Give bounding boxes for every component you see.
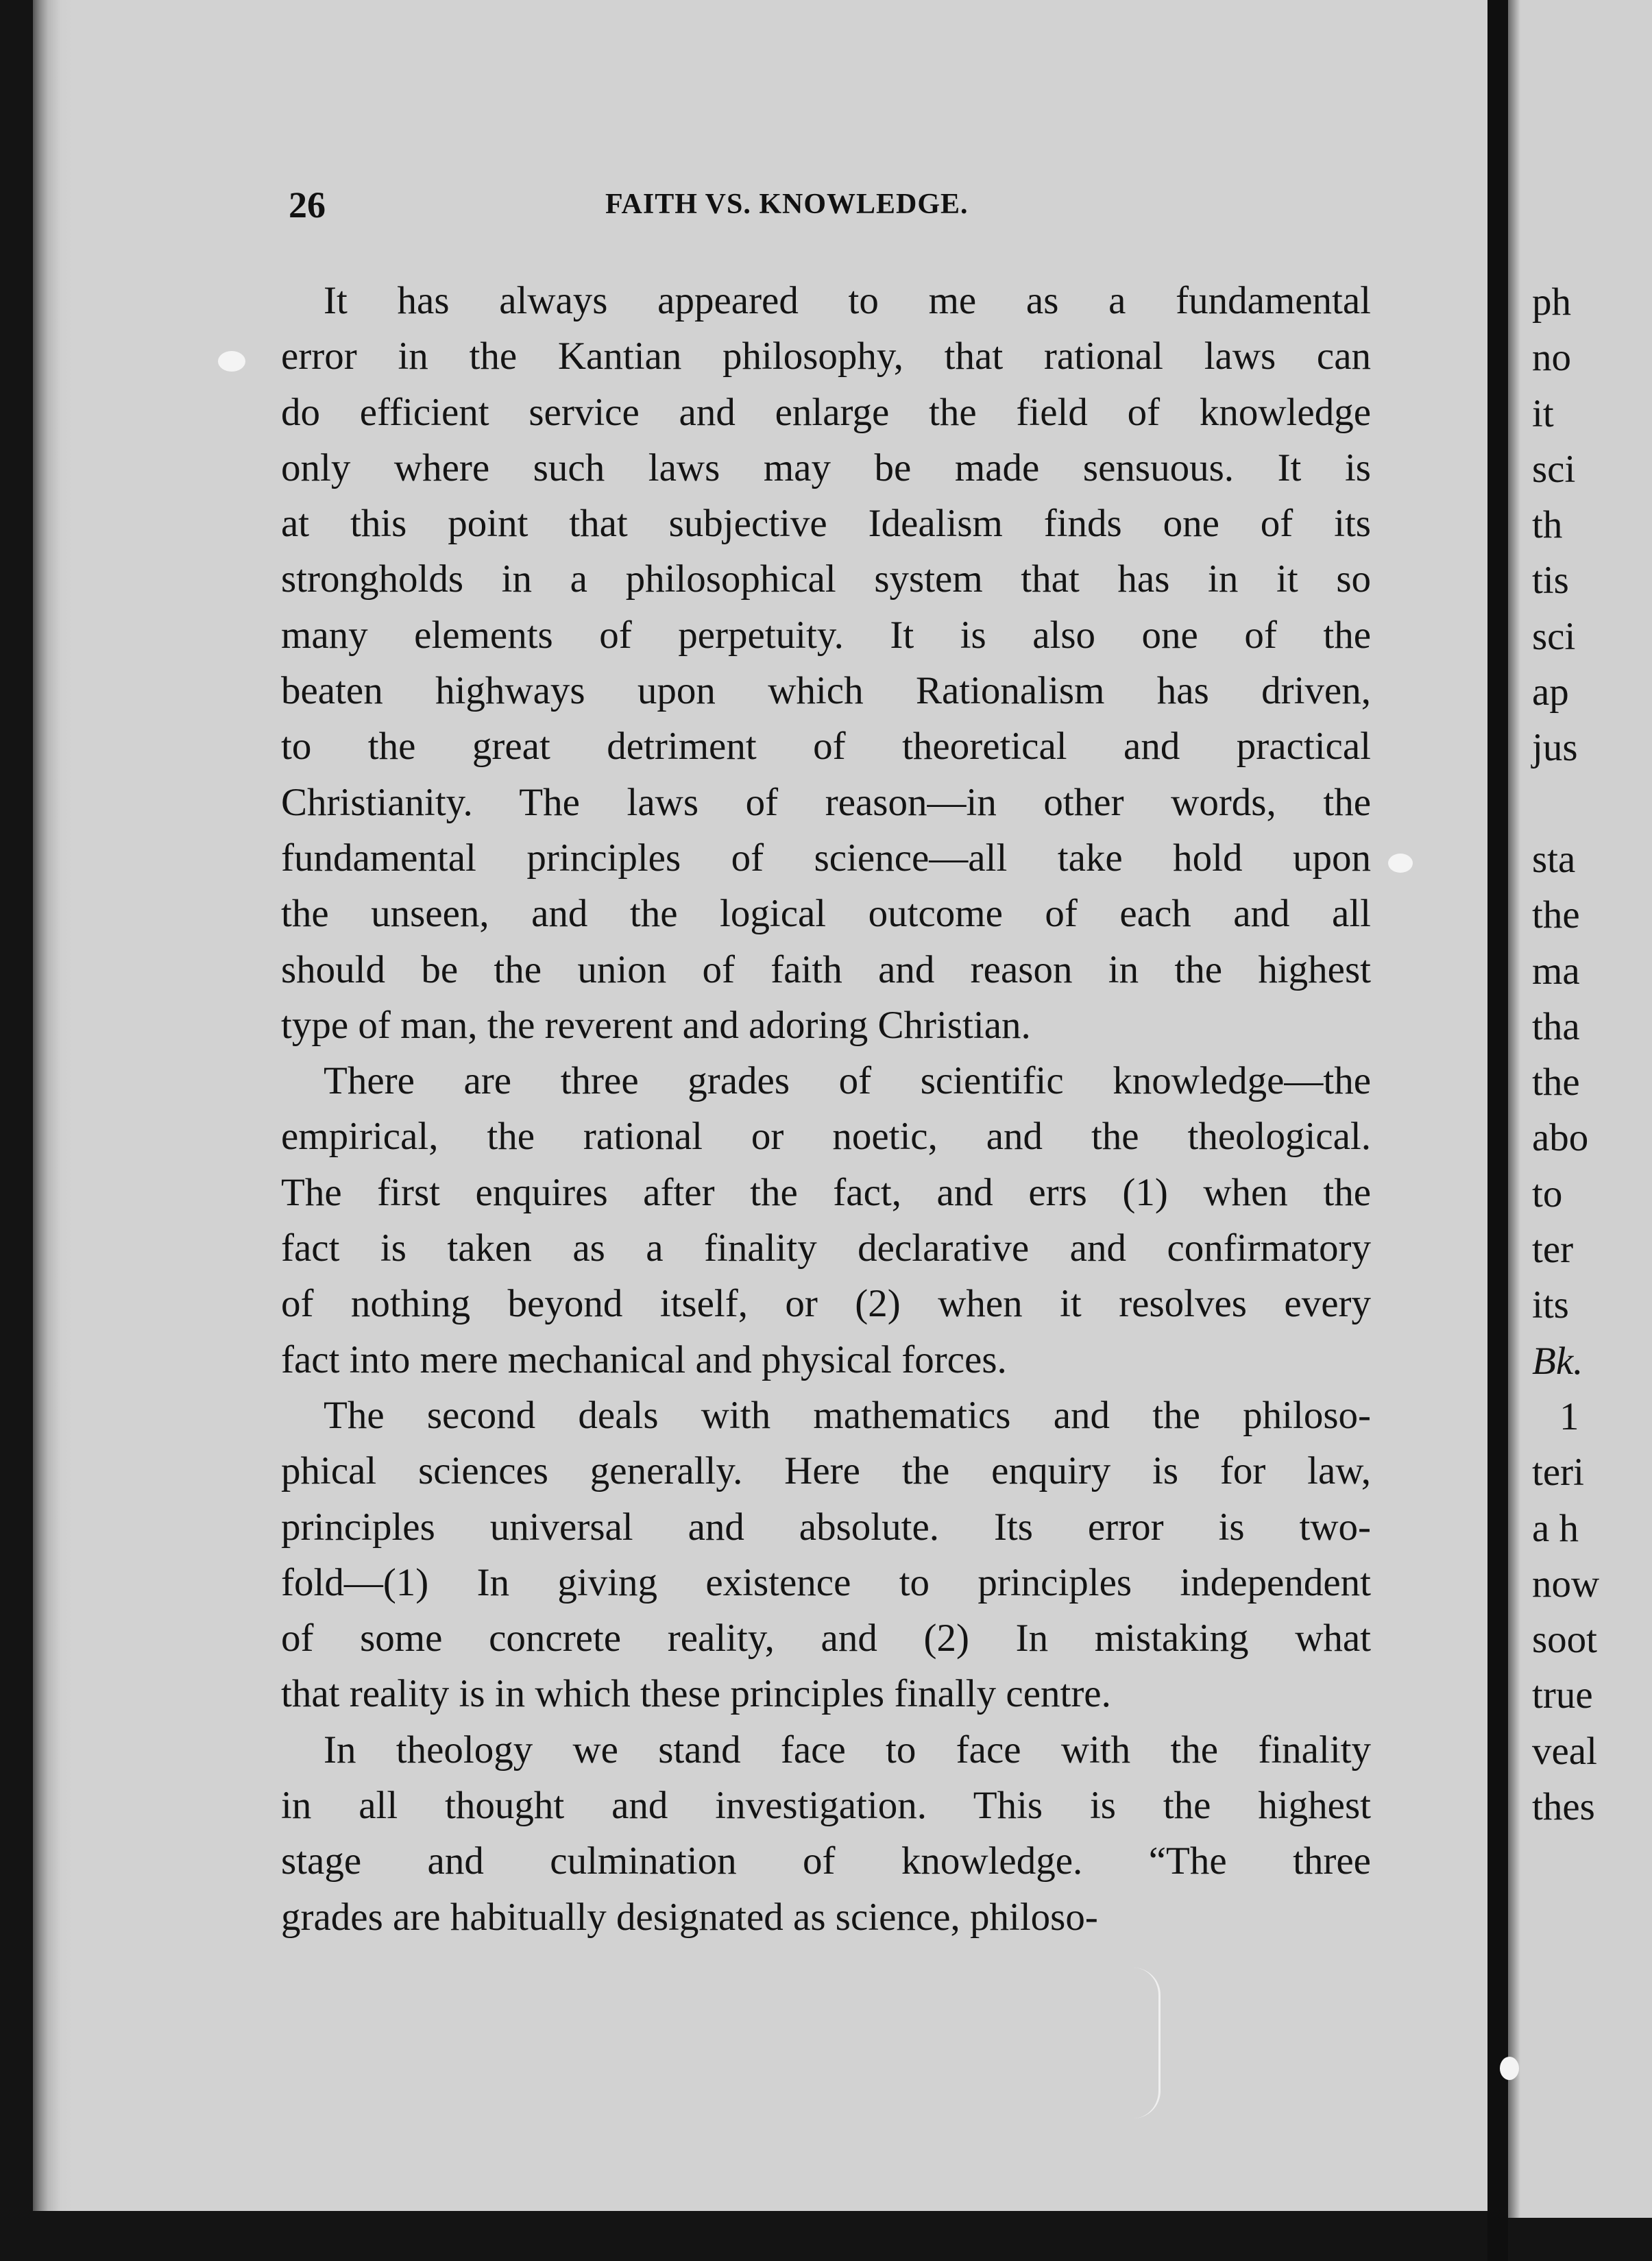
paragraph (281, 1722, 1371, 1945)
text-line: do efficient service and enlarge the field of knowledge (281, 390, 1371, 434)
text-line: to the great detriment of theoretical and practical (281, 725, 1371, 769)
paragraph (281, 1388, 1371, 1722)
scan-speck (218, 351, 245, 372)
facing-page-fragment (1532, 776, 1652, 832)
text-line: fact is taken as a finality declarative and confirmatory (281, 1226, 1371, 1270)
text-line: In theology we stand face to face with the finality (324, 1728, 1371, 1772)
facing-page-fragment: sci (1532, 447, 1576, 491)
text-line: stage and culmination of knowledge. “The three (281, 1839, 1371, 1883)
facing-page-fragment: abo (1532, 1116, 1589, 1160)
facing-page-fragment: teri (1532, 1451, 1584, 1495)
text-line: many elements of perpetuity. It is also one of the (281, 613, 1371, 657)
facing-page-fragment: soot (1532, 1618, 1598, 1662)
paragraph (281, 273, 1371, 1053)
facing-page-fragment: the (1532, 893, 1580, 937)
facing-page-fragment: thes (1532, 1785, 1595, 1829)
paragraph (281, 1053, 1371, 1388)
page-header (33, 184, 1487, 232)
scan-scratch (1131, 1968, 1161, 2118)
text-line: fact into mere mechanical and physical forces. (281, 1338, 1007, 1381)
facing-page-fragment: true (1532, 1673, 1593, 1717)
facing-page-fragment: it (1532, 391, 1554, 435)
scan-speck (1388, 854, 1413, 873)
text-line: at this point that subjective Idealism finds one of its (281, 502, 1371, 546)
text-line: of nothing beyond itself, or (2) when it resolves every (281, 1282, 1371, 1326)
text-line: beaten highways upon which Rationalism has driven, (281, 669, 1371, 713)
facing-page-fragment: tha (1532, 1004, 1580, 1048)
text-line: the unseen, and the logical outcome of each and all (281, 892, 1371, 936)
scan-speck (1500, 2057, 1519, 2080)
facing-page-fragment: th (1532, 503, 1563, 547)
facing-page-fragment: sci (1532, 614, 1576, 658)
text-line: It has always appeared to me as a fundamental (324, 279, 1371, 322)
facing-page-fragment: the (1532, 1061, 1580, 1104)
text-line: The second deals with mathematics and the philoso- (324, 1393, 1371, 1437)
text-line: only where such laws may be made sensuous. It is (281, 446, 1371, 489)
facing-page-fragment: jus (1532, 726, 1578, 770)
text-line: The first enquires after the fact, and errs (1) when the (281, 1170, 1371, 1214)
facing-page-fragment: ap (1532, 670, 1569, 714)
text-line: of some concrete reality, and (2) In mistaking what (281, 1617, 1371, 1660)
running-title: FAITH VS. KNOWLEDGE. (605, 189, 969, 220)
body-text (281, 273, 1371, 1945)
facing-page-fragment: sta (1532, 837, 1576, 881)
text-line: Christianity. The laws of reason—in other words, the (281, 780, 1371, 824)
facing-page-fragment: now (1532, 1562, 1600, 1606)
facing-page-text (1532, 274, 1652, 1835)
facing-page-fragment: its (1532, 1283, 1569, 1327)
facing-page-fragment: no (1532, 336, 1571, 380)
text-line: phical sciences generally. Here the enquiry is for law, (281, 1449, 1371, 1493)
text-line: strongholds in a philosophical system that has in it so (281, 557, 1371, 601)
text-line: fold—(1) In giving existence to principles independent (281, 1560, 1371, 1604)
facing-page-fragment: veal (1532, 1729, 1597, 1773)
page-number: 26 (289, 184, 326, 226)
facing-page-fragment: 1 (1559, 1394, 1579, 1438)
text-line: error in the Kantian philosophy, that rational laws can (281, 335, 1371, 378)
text-line: fundamental principles of science—all take hold upon (281, 836, 1371, 880)
facing-page-fragment: Bk. (1532, 1339, 1583, 1383)
facing-page-fragment: ter (1532, 1228, 1574, 1272)
facing-page-fragment: tis (1532, 559, 1569, 603)
facing-page-fragment: to (1532, 1172, 1563, 1216)
text-line: There are three grades of scientific knowledge—the (324, 1059, 1371, 1103)
text-line: grades are habitually designated as science, philoso- (281, 1895, 1098, 1939)
text-line: type of man, the reverent and adoring Christian. (281, 1003, 1031, 1047)
text-line: in all thought and investigation. This is the highest (281, 1784, 1371, 1828)
text-line: principles universal and absolute. Its error is two- (281, 1505, 1371, 1549)
text-line: empirical, the rational or noetic, and the theological. (281, 1115, 1371, 1159)
facing-page-fragment: ph (1532, 280, 1571, 324)
facing-page-fragment: ma (1532, 949, 1580, 993)
book-gutter (1487, 0, 1508, 2261)
text-line: that reality is in which these principles finally centre. (281, 1672, 1111, 1716)
text-line: should be the union of faith and reason in the highest (281, 947, 1371, 991)
facing-page-fragment: a h (1532, 1506, 1579, 1550)
